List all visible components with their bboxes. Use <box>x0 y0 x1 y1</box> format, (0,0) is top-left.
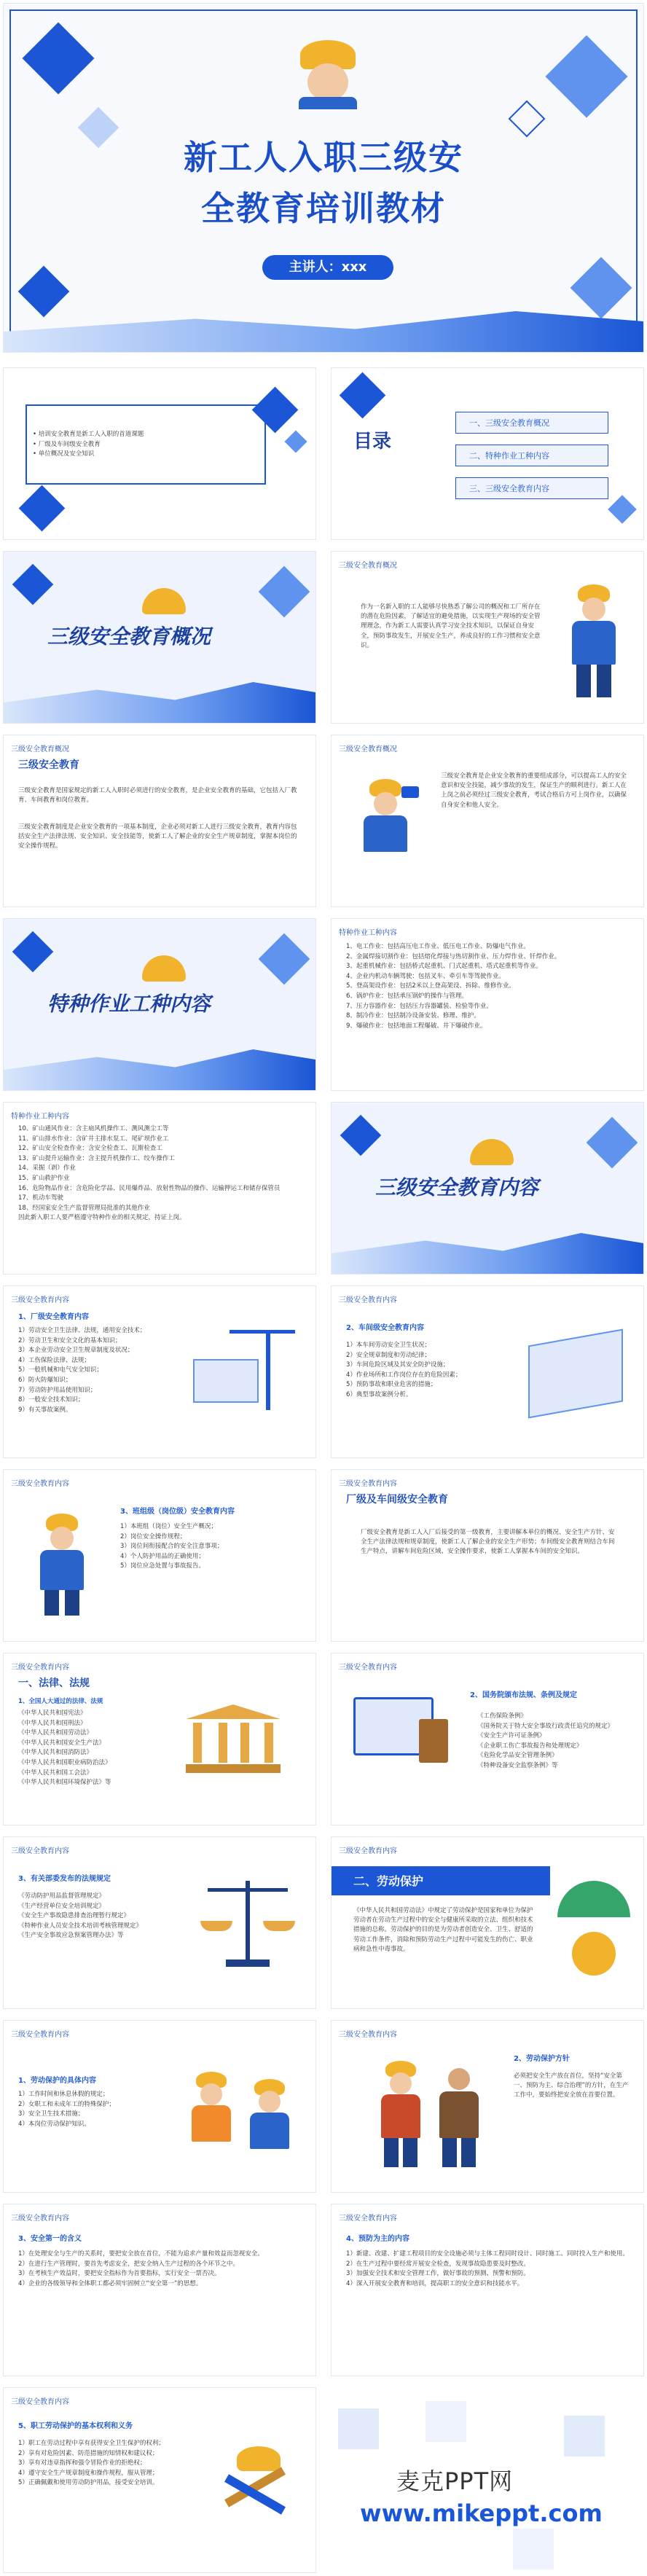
list-item: 《中华人民共和国工会法》 <box>18 1769 93 1777</box>
slide-header: 三级安全教育内容 <box>339 1847 397 1855</box>
safety-first-list <box>18 2250 306 2289</box>
slide-header: 三级安全教育概况 <box>11 745 69 753</box>
list-item: 12、矿山安全检查作业：含安全检查工、瓦斯检查工 <box>18 1145 162 1153</box>
intro-list <box>33 430 144 460</box>
slide-heading: 3、班组级（岗位级）安全教育内容 <box>120 1508 235 1516</box>
list-item: 5、登高架设作业：包括2米以上登高架设、拆除、维修作业。 <box>346 982 515 990</box>
hardhat-icon <box>142 955 186 982</box>
cover-title-line1: 新工人入职三级安 <box>184 138 463 177</box>
slide-header: 特种作业工种内容 <box>339 929 397 937</box>
toc-item-1[interactable]: 一、三级安全教育概况 <box>455 412 608 434</box>
list-item: 2）岗位安全操作规程； <box>120 1532 187 1540</box>
intro-slide <box>3 367 316 540</box>
list-item: 5）岗位应急处置与事故报告。 <box>120 1562 205 1570</box>
list-item: 8、制冷作业：包括制冷设备安装、修理、维护。 <box>346 1012 480 1020</box>
protection-content-slide <box>3 2020 316 2193</box>
slide-header: 三级安全教育内容 <box>339 2031 397 2039</box>
list-item: 5）预防事故和职业危害的措施； <box>346 1381 437 1389</box>
slide-header: 三级安全教育内容 <box>339 1480 397 1488</box>
list-item: 5）一般机械和电气安全知识； <box>18 1366 103 1374</box>
courthouse-icon <box>186 1704 281 1777</box>
list-item: 4）本岗位劳动保护知识。 <box>18 2120 90 2128</box>
crane-illustration <box>186 1330 295 1417</box>
slide-header: 三级安全教育概况 <box>339 562 397 570</box>
decor-diamond <box>340 372 386 419</box>
worker-illustration <box>244 2079 295 2166</box>
list-item: 13、矿山提升运输作业：含主提升机操作工、绞车操作工 <box>18 1154 175 1162</box>
list-item: 2、金属焊接切割作业：包括熔化焊接与热切割作业、压力焊作业、钎焊作业。 <box>346 952 561 960</box>
list-item: 11、矿山排水作业：含矿井主排水泵工、尾矿坝作业工 <box>18 1135 169 1143</box>
slide-header: 三级安全教育概况 <box>339 745 397 753</box>
list-item: 4）工伤保险法律、法规； <box>18 1356 90 1364</box>
list-item: 《中华人民共和国劳动法》 <box>18 1729 93 1737</box>
list-item: 《特种设备安全监察条例》等 <box>477 1761 558 1769</box>
slide-header: 特种作业工种内容 <box>11 1113 69 1121</box>
list-item: 6）典型事故案例分析。 <box>346 1390 412 1398</box>
section1-title: 三级安全教育概况 <box>47 625 211 649</box>
list-item: 3）本企业劳动安全卫生规章制度及状况； <box>18 1347 134 1355</box>
post-edu-slide <box>3 1469 316 1642</box>
list-item: 《企业职工伤亡事故报告和处理规定》 <box>477 1742 583 1750</box>
list-item: 3、起重机械作业：包括桥式起重机、门式起重机、塔式起重机等作业。 <box>346 963 542 971</box>
list-item: 3）岗位间衔接配合的安全注意事项； <box>120 1543 224 1551</box>
slide-header: 三级安全教育内容 <box>11 2031 69 2039</box>
list-item: 18、经国家安全生产监督管理局批准的其他作业 <box>18 1204 150 1212</box>
rights-slide <box>3 2387 316 2573</box>
overview-detail-slide <box>3 735 316 907</box>
list-item: 《国务院关于特大安全事故行政责任追究的规定》 <box>477 1722 614 1730</box>
list-item: 2）女职工和未成年工的特殊保护； <box>18 2100 115 2108</box>
slide-heading: 二、劳动保护 <box>353 1874 424 1888</box>
list-item: 3）安全卫生技术措施； <box>18 2110 85 2118</box>
painter-illustration <box>353 779 419 874</box>
protection-slide <box>331 1836 644 2009</box>
brand-area <box>331 2401 644 2573</box>
list-item: 6）防火防爆知识； <box>18 1376 72 1384</box>
list-item: 10、矿山通风作业：含主扇风机操作工、测风测尘工等 <box>18 1125 169 1132</box>
rights-list <box>18 2439 200 2489</box>
decor-diamond <box>12 564 54 606</box>
slide-header: 三级安全教育内容 <box>339 2215 397 2223</box>
protection-content-list <box>18 2090 164 2129</box>
list-item: 《中华人民共和国安全生产法》 <box>18 1739 106 1747</box>
intro-item: • 单位概况及安全知识 <box>33 450 95 458</box>
list-item: 《安全生产许可证条例》 <box>477 1732 546 1740</box>
list-item: 4、企业内机动车辆驾驶：包括叉车、牵引车等驾驶作业。 <box>346 972 505 980</box>
overview-right-slide <box>331 735 644 907</box>
decor-diamond <box>284 430 307 453</box>
slide-heading: 5、职工劳动保护的基本权利和义务 <box>18 2422 133 2430</box>
prevention-slide <box>331 2204 644 2376</box>
workshop-list <box>346 1341 506 1401</box>
list-item: 《劳动防护用品监督管理规定》 <box>18 1892 106 1900</box>
list-item: 1）工作时间和休息休假的规定； <box>18 2091 109 2098</box>
decor-diamond <box>259 566 310 618</box>
decor-wave <box>4 1039 315 1090</box>
slide-header: 三级安全教育内容 <box>339 1296 397 1304</box>
worker-illustration <box>186 2072 237 2159</box>
list-item: 《中华人民共和国宪法》 <box>18 1710 87 1717</box>
slide-header: 三级安全教育内容 <box>11 1480 69 1488</box>
list-item: 《中华人民共和国职业病防治法》 <box>18 1758 111 1766</box>
list-item: 《危险化学品安全管理条例》 <box>477 1752 558 1760</box>
slide-heading: 2、国务院颁布法规、条例及规定 <box>470 1691 577 1699</box>
list-item: 2）在进行生产管理时，要首先考虑安全，把安全纳入生产过程的各个环节之中。 <box>18 2260 239 2268</box>
slide-header: 三级安全教育内容 <box>339 1664 397 1672</box>
list-item: 3）加强安全技术和安全管理工作，做好事故的预测、预警和预防。 <box>346 2270 530 2278</box>
slide-heading: 厂级及车间级安全教育 <box>346 1494 448 1506</box>
brand-name: 麦克PPT网 <box>396 2467 514 2495</box>
list-item: 4）作业场所和工作岗位存在的危险因素； <box>346 1371 462 1379</box>
list-item: 14、采掘（剥）作业 <box>18 1164 76 1172</box>
scales-icon <box>200 1874 295 1968</box>
decor-tile <box>338 2408 379 2449</box>
book-icon <box>419 1719 448 1763</box>
list-item: 1）新建、改建、扩建工程项目的安全设施必须与主体工程同时设计、同时施工、同时投入生产和使用。 <box>346 2250 629 2258</box>
slide-header: 三级安全教育内容 <box>11 1847 69 1855</box>
factory-workshop-text: 厂级安全教育是新工人入厂后接受的第一级教育，主要讲解本单位的概况、安全生产方针、安全生产法律法规和规章制度，使新工人了解企业的安全生产形势；车间级安全教育则结合车间生产特点，讲解车间危险区域、安全操作要求，使新工人掌握本车间的安全知识。 <box>361 1529 615 1556</box>
tools-icon <box>215 2446 295 2526</box>
toc-title: 目录 <box>353 431 392 453</box>
detail-paragraph-1: 三级安全教育是国家规定的新工人入职时必须进行的安全教育，是企业安全教育的基础，它包括入厂教育、车间教育和岗位教育。 <box>18 787 297 804</box>
brand-url[interactable]: www.mikeppt.com <box>360 2499 603 2527</box>
slide-heading: 2、车间级安全教育内容 <box>346 1324 424 1332</box>
law3-list <box>18 1892 179 1941</box>
toc-slide <box>331 367 644 540</box>
detail-paragraph-2: 三级安全教育制度是企业安全教育的一项基本制度，企业必须对新工人进行三级安全教育，教育内容包括安全生产法律法规、安全知识、安全技能等，使新工人了解企业的安全生产规章制度，掌握本岗位的安全操作规程。 <box>18 823 297 850</box>
umbrella-icon <box>557 1881 630 1917</box>
section1-slide <box>3 551 316 724</box>
list-item: 7、压力容器作业：包括压力容器罐装、检验等作业。 <box>346 1002 493 1010</box>
list-item: 3）在考核生产效益时，要把安全指标作为首要指标，实行安全一票否决。 <box>18 2270 221 2278</box>
decor-diamond <box>12 931 54 973</box>
factory-list <box>18 1326 171 1415</box>
decor-tile <box>564 2416 605 2456</box>
special-work-list-2 <box>18 1124 306 1224</box>
list-item: 1、电工作业：包括高压电工作业、低压电工作业、防爆电气作业。 <box>346 943 530 950</box>
worker-illustration <box>33 1514 91 1616</box>
protection-policy-text: 必须把安全生产放在首位，坚持“安全第一、预防为主、综合治理”的方针，在生产工作中，要始终把安全放在首要位置。 <box>514 2072 629 2099</box>
law1-list <box>18 1709 164 1788</box>
list-item: 15、矿山救护作业 <box>18 1174 70 1182</box>
decor-diamond <box>19 485 66 532</box>
cover-slide <box>3 3 644 353</box>
slide-heading: 三级安全教育 <box>18 759 79 771</box>
slide-heading: 1、厂级安全教育内容 <box>18 1313 89 1321</box>
list-item: 1）劳动安全卫生法律、法规，通用安全技术； <box>18 1327 146 1334</box>
list-item: 《工伤保险条例》 <box>477 1712 528 1720</box>
list-item: 《生产安全事故应急预案管理办法》等 <box>18 1932 124 1940</box>
slide-header: 三级安全教育内容 <box>11 1296 69 1304</box>
list-item: 1）在处理安全与生产的关系时，要把安全放在首位，不能为追求产量和效益而忽视安全。 <box>18 2250 264 2258</box>
slide-heading: 一、法律、法规 <box>18 1677 90 1689</box>
special-work-slide <box>331 918 644 1091</box>
section3-slide <box>331 1102 644 1275</box>
law3-slide <box>3 1836 316 2009</box>
special-work-2-slide <box>3 1102 316 1275</box>
list-item: 9、爆破作业：包括地面工程爆破、井下爆破作业。 <box>346 1022 487 1030</box>
slide-heading: 1、劳动保护的具体内容 <box>18 2077 96 2085</box>
list-item: 4）遵守安全生产规章制度和操作规程，服从管理； <box>18 2469 159 2477</box>
list-item: 1）本车间劳动安全卫生状况； <box>346 1342 431 1349</box>
section2-title: 特种作业工种内容 <box>47 992 211 1016</box>
cover-title-line2: 全教育培训教材 <box>201 189 446 228</box>
law1-slide <box>3 1653 316 1825</box>
list-item: 8）一般安全技术知识； <box>18 1396 85 1404</box>
list-item: 《中华人民共和国刑法》 <box>18 1719 87 1727</box>
special-work-list <box>346 942 634 1031</box>
slide-header: 三级安全教育内容 <box>11 2215 69 2223</box>
workshop-edu-slide <box>331 1285 644 1458</box>
list-item: 4）企业的各级领导和全体职工都必须牢固树立“安全第一”的思想。 <box>18 2279 203 2287</box>
section2-slide <box>3 918 316 1091</box>
hardhat-icon <box>470 1139 514 1165</box>
factory-workshop-slide <box>331 1469 644 1642</box>
intro-item: • 厂级及车间级安全教育 <box>33 440 101 448</box>
slide-heading: 4、预防为主的内容 <box>346 2235 409 2243</box>
list-item: 《中华人民共和国环境保护法》等 <box>18 1779 111 1787</box>
list-item: 3）享有对违章指挥和强令冒险作业的拒绝权； <box>18 2459 146 2467</box>
list-item: 9）有关事故案例。 <box>18 1406 72 1414</box>
list-item: 2）劳动卫生和安全文化的基本知识； <box>18 1336 122 1344</box>
list-item: 2）安全规章制度和劳动纪律； <box>346 1351 431 1359</box>
list-item: 3）车间危险区域及其安全防护设施； <box>346 1361 450 1369</box>
decor-tile <box>426 2401 466 2442</box>
toc-item-3[interactable]: 三、三级安全教育内容 <box>455 477 608 499</box>
list-item: 4）深入开展安全教育和培训，提高职工的安全意识和技能水平。 <box>346 2279 524 2287</box>
slide-heading: 3、安全第一的含义 <box>18 2235 82 2243</box>
safety-first-slide <box>3 2204 316 2376</box>
decor-diamond <box>587 1117 638 1169</box>
slide-heading: 2、劳动保护方针 <box>514 2055 570 2063</box>
coin-icon <box>572 1932 616 1976</box>
list-item: 16、危险物品作业：含危险化学品、民用爆炸品、放射性物品的操作、运输押运工和储存保管员 <box>18 1184 281 1192</box>
decor-tile <box>513 2529 554 2569</box>
list-item: 17、机动车驾驶 <box>18 1194 63 1202</box>
prevention-list <box>346 2250 634 2289</box>
decor-wave <box>4 672 315 723</box>
slide-header: 三级安全教育内容 <box>11 1664 69 1672</box>
worker-icon <box>291 40 364 109</box>
list-item: 《生产经营单位安全培训规定》 <box>18 1902 106 1910</box>
list-item: 4）个人防护用品的正确使用； <box>120 1552 205 1560</box>
list-item: 6、锅炉作业：包括承压锅炉的操作与管理。 <box>346 992 468 1000</box>
list-item: 7）劳动防护用品使用知识； <box>18 1386 97 1394</box>
decor-diamond <box>340 1115 382 1156</box>
law2-list <box>477 1712 638 1772</box>
list-item: 《安全生产事故隐患排查治理暂行规定》 <box>18 1912 130 1920</box>
protection-policy-slide <box>331 2020 644 2193</box>
toc-item-2[interactable]: 二、特种作业工种内容 <box>455 445 608 466</box>
list-item: 1）本班组（岗位）安全生产概况； <box>120 1523 217 1530</box>
list-item: 1）职工在劳动过程中享有获得安全卫生保护的权利； <box>18 2440 165 2447</box>
decor-diamond <box>608 495 637 524</box>
decor-wave <box>332 1223 643 1274</box>
protection-text: 《中华人民共和国劳动法》中规定了劳动保护是国家和单位为保护劳动者在劳动生产过程中的安全与健康所采取的立法、组织和技术措施的总称。劳动保护的目的是为劳动者创造安全、卫生、舒适的劳动工作条件，消除和预防劳动生产过程中可能发生的伤亡、职业病和急性中毒事故。 <box>353 1907 533 1953</box>
list-note: 因此新入职工人要严格遵守特种作业的相关规定，持证上岗。 <box>18 1214 186 1222</box>
law2-slide <box>331 1653 644 1825</box>
decor-diamond <box>259 933 310 985</box>
list-item: 2）享有对危险因素、防范措施的知情权和建议权； <box>18 2449 159 2457</box>
list-item: 5）正确佩戴和使用劳动防护用品，接受安全培训。 <box>18 2479 159 2487</box>
overview-text: 作为一名新入职的工人能够尽快熟悉了解公司的概况和工厂所存在的潜在危险因素，了解适宜的避免措施，以实现生产现场的安全管理理念，作为新工人需要认真学习安全技术知识，以保证自身安全，预防事故发生，开展安全生产，养成良好的工作习惯和安全意识。 <box>361 603 541 649</box>
law1-subheading: 1、全国人大通过的法律、法规 <box>18 1698 103 1705</box>
worker-illustration <box>565 584 623 701</box>
intro-item: • 培训安全教育是新工人入职的首道课题 <box>33 431 144 438</box>
slide-header: 三级安全教育内容 <box>11 2398 69 2406</box>
worker-illustration <box>375 2061 426 2170</box>
list-item: 2）在生产过程中要经常开展安全检查，发现事故隐患要及时整改。 <box>346 2260 530 2268</box>
workshop-illustration <box>528 1329 623 1419</box>
list-item: 《中华人民共和国消防法》 <box>18 1749 93 1757</box>
overview-right-text: 三级安全教育是企业安全教育的重要组成部分，可以提高工人的安全意识和安全技能，减少事故的发生，保证生产的顺利进行。新工人在上岗之前必须经过三级安全教育，考试合格后方可上岗作业，以确保自身安全和他人安全。 <box>441 772 627 809</box>
post-list <box>120 1522 302 1572</box>
worker-illustration <box>434 2061 485 2170</box>
section3-title: 三级安全教育内容 <box>375 1175 539 1199</box>
overview-slide <box>331 551 644 724</box>
slide-heading: 3、有关部委发布的法规规定 <box>18 1875 111 1883</box>
presenter-label: 主讲人：xxx <box>262 255 393 280</box>
factory-edu-slide <box>3 1285 316 1458</box>
hardhat-icon <box>142 588 186 614</box>
list-item: 《特种作业人员安全技术培训考核管理规定》 <box>18 1922 143 1930</box>
